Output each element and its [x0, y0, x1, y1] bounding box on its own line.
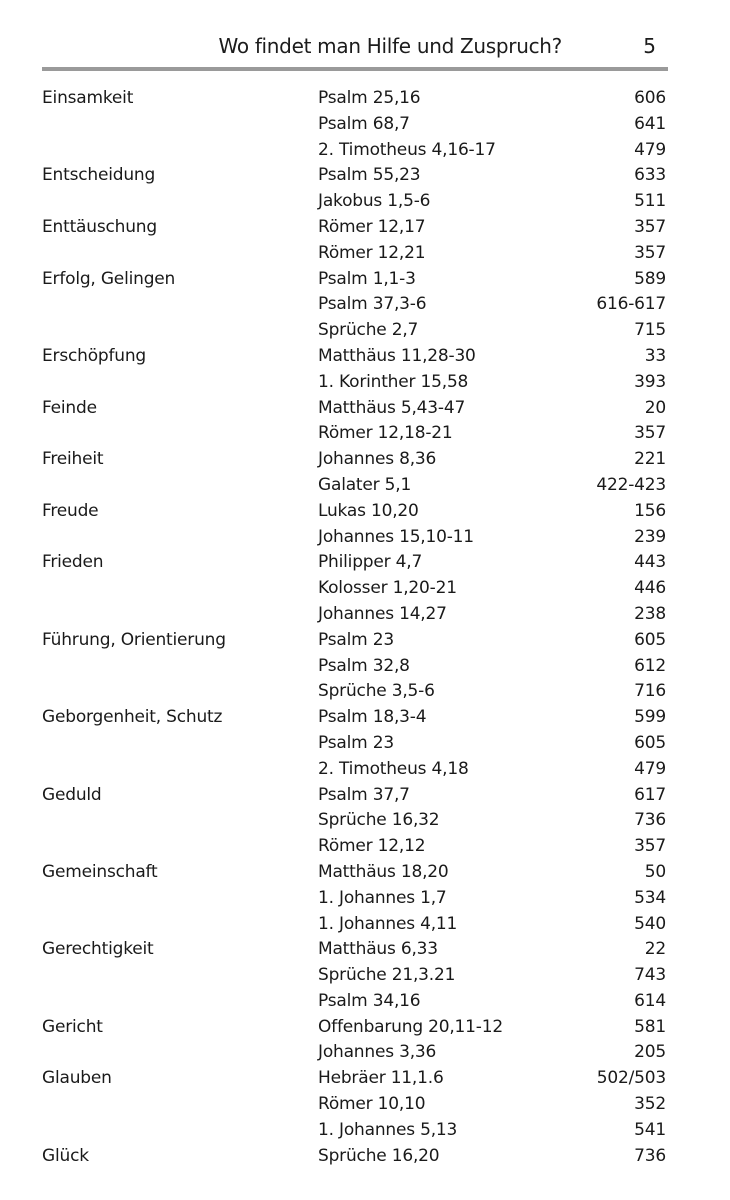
- bible-reference: Römer 12,12: [318, 836, 426, 857]
- index-row: [42, 1015, 668, 1041]
- index-row: [42, 1118, 668, 1144]
- topic-label: Gerechtigkeit: [42, 939, 154, 960]
- page-reference: 479: [634, 758, 666, 779]
- topic-label: Freiheit: [42, 449, 104, 470]
- page-reference: 605: [634, 629, 666, 650]
- topic-label: Freude: [42, 500, 99, 521]
- index-row: [42, 679, 668, 705]
- topic-label: Geborgenheit, Schutz: [42, 707, 223, 728]
- topic-label: Entscheidung: [42, 165, 156, 186]
- page-reference: 614: [634, 990, 666, 1011]
- page-reference: 422-423: [596, 474, 666, 495]
- index-row: [42, 344, 668, 370]
- bible-reference: Römer 12,17: [318, 216, 426, 237]
- topic-label: Feinde: [42, 397, 97, 418]
- index-row: [42, 396, 668, 422]
- topic-label: Gemeinschaft: [42, 861, 158, 882]
- header-divider: [42, 67, 668, 71]
- index-row: [42, 189, 668, 215]
- bible-reference: Psalm 68,7: [318, 113, 410, 134]
- index-row: [42, 525, 668, 551]
- index-row: [42, 602, 668, 628]
- page-reference: 357: [634, 216, 666, 237]
- page-reference: 357: [634, 423, 666, 444]
- page-reference: 641: [634, 113, 666, 134]
- bible-reference: Psalm 25,16: [318, 88, 421, 108]
- bible-reference: Sprüche 2,7: [318, 320, 419, 341]
- index-row: [42, 654, 668, 680]
- topic-label: Geduld: [42, 784, 102, 805]
- index-row: [42, 499, 668, 525]
- page-reference: 446: [634, 578, 666, 599]
- index-row: [42, 937, 668, 963]
- topic-label: Gericht: [42, 1016, 103, 1037]
- bible-reference: Johannes 3,36: [318, 1042, 437, 1063]
- bible-reference: Sprüche 3,5-6: [318, 681, 435, 702]
- index-row: [42, 963, 668, 989]
- index-row: [42, 576, 668, 602]
- index-row: [42, 989, 668, 1015]
- topic-label: Enttäuschung: [42, 216, 157, 237]
- bible-reference: Galater 5,1: [318, 474, 412, 495]
- bible-reference: Psalm 37,7: [318, 784, 410, 805]
- index-row: [42, 138, 668, 164]
- topic-label: Glück: [42, 1145, 89, 1166]
- page-reference: 534: [634, 887, 666, 908]
- page-reference: 715: [634, 320, 666, 341]
- index-row: [42, 163, 668, 189]
- page-reference: 33: [644, 345, 666, 366]
- bible-reference: 2. Timotheus 4,18: [318, 758, 469, 779]
- bible-reference: Sprüche 21,3.21: [318, 965, 456, 986]
- bible-reference: Psalm 37,3-6: [318, 294, 427, 315]
- page-title: Wo findet man Hilfe und Zuspruch?: [218, 34, 562, 58]
- page-reference: 221: [634, 449, 666, 470]
- page-reference: 612: [634, 655, 666, 676]
- page-reference: 156: [634, 500, 666, 521]
- page-reference: 22: [644, 939, 666, 960]
- topic-label: Einsamkeit: [42, 88, 134, 108]
- bible-reference: Offenbarung 20,11-12: [318, 1016, 503, 1037]
- page-header: [42, 34, 668, 64]
- index-row: [42, 473, 668, 499]
- index-row: [42, 215, 668, 241]
- bible-reference: 1. Korinther 15,58: [318, 371, 469, 392]
- bible-reference: Sprüche 16,20: [318, 1145, 440, 1166]
- page-reference: 743: [634, 965, 666, 986]
- page-reference: 50: [644, 861, 666, 882]
- bible-reference: Matthäus 11,28-30: [318, 345, 476, 366]
- page-reference: 357: [634, 836, 666, 857]
- index-row: [42, 886, 668, 912]
- bible-reference: 1. Johannes 4,11: [318, 913, 458, 934]
- index-row: [42, 783, 668, 809]
- topic-label: Glauben: [42, 1068, 112, 1089]
- topic-label: Frieden: [42, 552, 104, 573]
- bible-reference: Johannes 8,36: [318, 449, 437, 470]
- page-reference: 736: [634, 810, 666, 831]
- topic-label: Erschöpfung: [42, 345, 147, 366]
- index-row: [42, 1092, 668, 1118]
- bible-reference: Matthäus 18,20: [318, 861, 449, 882]
- bible-reference: Römer 12,18-21: [318, 423, 453, 444]
- index-row: [42, 292, 668, 318]
- bible-reference: Sprüche 16,32: [318, 810, 440, 831]
- bible-reference: Matthäus 5,43-47: [318, 397, 466, 418]
- page-number: 5: [643, 34, 656, 58]
- bible-reference: Psalm 32,8: [318, 655, 410, 676]
- bible-reference: Johannes 14,27: [318, 603, 447, 624]
- index-row: [42, 550, 668, 576]
- index-row: [42, 705, 668, 731]
- page-reference: 605: [634, 732, 666, 753]
- index-row: [42, 112, 668, 138]
- page-reference: 393: [634, 371, 666, 392]
- index-row: [42, 267, 668, 293]
- page-reference: 617: [634, 784, 666, 805]
- index-row: [42, 1066, 668, 1092]
- bible-reference: Jakobus 1,5-6: [318, 191, 431, 212]
- index-row: [42, 860, 668, 886]
- bible-reference: Matthäus 6,33: [318, 939, 438, 960]
- index-row: [42, 86, 668, 112]
- index-row: [42, 447, 668, 473]
- page-reference: 443: [634, 552, 666, 573]
- bible-reference: Römer 10,10: [318, 1094, 426, 1115]
- page-reference: 357: [634, 242, 666, 263]
- index-row: [42, 370, 668, 396]
- page-reference: 581: [634, 1016, 666, 1037]
- bible-reference: 2. Timotheus 4,16-17: [318, 139, 496, 160]
- page-reference: 606: [634, 88, 666, 108]
- page-reference: 633: [634, 165, 666, 186]
- page-reference: 205: [634, 1042, 666, 1063]
- bible-reference: Psalm 23: [318, 629, 394, 650]
- bible-reference: Psalm 18,3-4: [318, 707, 427, 728]
- topic-label: Führung, Orientierung: [42, 629, 226, 650]
- bible-reference: Psalm 55,23: [318, 165, 421, 186]
- index-row: [42, 421, 668, 447]
- index-row: [42, 1040, 668, 1066]
- index-row: [42, 757, 668, 783]
- topic-label: Erfolg, Gelingen: [42, 268, 176, 289]
- page-reference: 589: [634, 268, 666, 289]
- bible-reference: Römer 12,21: [318, 242, 426, 263]
- page-reference: 352: [634, 1094, 666, 1115]
- bible-reference: Kolosser 1,20-21: [318, 578, 457, 599]
- page-reference: 599: [634, 707, 666, 728]
- bible-reference: Hebräer 11,1.6: [318, 1068, 444, 1089]
- bible-reference: Philipper 4,7: [318, 552, 423, 573]
- page-reference: 541: [634, 1119, 666, 1140]
- bible-reference: 1. Johannes 5,13: [318, 1119, 458, 1140]
- index-row: [42, 731, 668, 757]
- page-reference: 511: [634, 191, 666, 212]
- page-reference: 239: [634, 526, 666, 547]
- page-reference: 502/503: [596, 1068, 666, 1089]
- bible-reference: 1. Johannes 1,7: [318, 887, 447, 908]
- page-reference: 238: [634, 603, 666, 624]
- page-reference: 616-617: [596, 294, 666, 315]
- page-reference: 20: [644, 397, 666, 418]
- bible-reference: Psalm 23: [318, 732, 394, 753]
- index-row: [42, 628, 668, 654]
- index-row: [42, 241, 668, 267]
- bible-reference: Psalm 34,16: [318, 990, 421, 1011]
- bible-reference: Johannes 15,10-11: [318, 526, 474, 547]
- index-row: [42, 318, 668, 344]
- page-reference: 736: [634, 1145, 666, 1166]
- index-row: [42, 912, 668, 938]
- bible-reference: Psalm 1,1-3: [318, 268, 416, 289]
- index-row: [42, 808, 668, 834]
- index-table: [42, 86, 668, 1169]
- page-reference: 479: [634, 139, 666, 160]
- page-reference: 540: [634, 913, 666, 934]
- page-reference: 716: [634, 681, 666, 702]
- bible-reference: Lukas 10,20: [318, 500, 419, 521]
- index-row: [42, 1144, 668, 1170]
- index-row: [42, 834, 668, 860]
